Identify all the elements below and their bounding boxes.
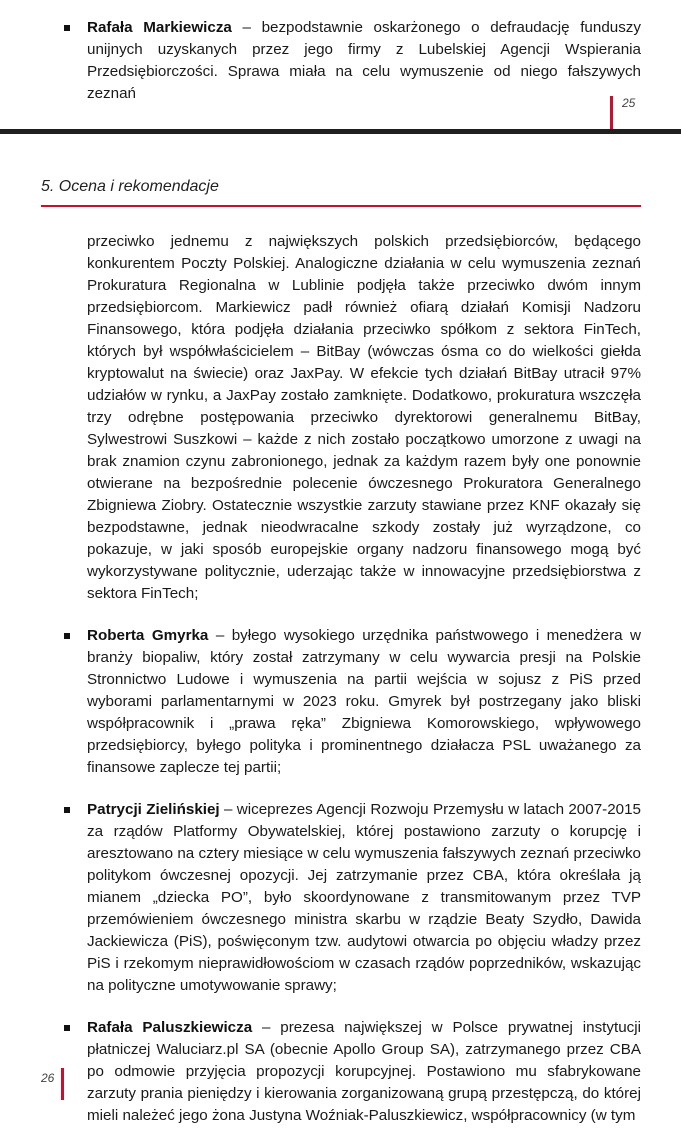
page-number: 25 xyxy=(622,96,636,110)
bullet-paragraph xyxy=(87,17,641,105)
square-bullet-icon xyxy=(64,1025,70,1031)
list-item xyxy=(64,625,641,779)
bullet-paragraph xyxy=(87,799,641,997)
person-name: Rafała Markiewicza xyxy=(87,19,232,36)
previous-page-fragment xyxy=(0,0,681,132)
list-item xyxy=(64,799,641,997)
bullet-paragraph xyxy=(87,1017,641,1127)
bullet-list xyxy=(64,625,641,1127)
person-name: Roberta Gmyrka xyxy=(87,627,209,644)
person-name: Patrycji Zielińskiej xyxy=(87,801,220,818)
page-number: 26 xyxy=(41,1071,55,1085)
bullet-text: – wiceprezes Agencji Rozwoju Przemysłu w latach 2007-2015 za rządów Platformy Obywatelskiej, której postawiono zarzuty o korupcję i aresztowano na cztery miesiące w celu wymuszenia fałszywych zeznań przeciwko politykom ówczesnej opozycji. Jej zatrzymanie przez CBA, która określała ją mianem „dziecka PO”, było skoordynowane z transmitowanym przez TVP przemówieniem ówczesnego ministra skarbu w rządzie Beaty Szydło, Dawida Jackiewicza (PiS), poświęconym tzw. audytowi otwarcia po objęciu władzy przez PiS i rzekomym nieprawidłowościom w czasach rządów poprzedników, wskazując na polityczne umotywowanie sprawy; xyxy=(87,801,641,994)
list-item xyxy=(64,1017,641,1127)
bullet-list xyxy=(64,17,641,105)
square-bullet-icon xyxy=(64,25,70,31)
continued-paragraph: przeciwko jednemu z największych polskich przedsiębiorców, będącego konkurentem Poczty Polskiej. Analogiczne działania w celu wymuszenia zeznań Prokuratura Regionalna w Lublinie podjęła także przeciwko dwóm innym przedsiębiorcom. Markiewicz padł również ofiarą działań Komisji Nadzoru Finansowego, która podjęła działania przeciwko spółkom z sektora FinTech, których był współwłaścicielem – BitBay (wówczas ósma co do wielkości giełda kryptowalut na świecie) oraz JaxPay. W efekcie tych działań BitBay utracił 97% udziałów w rynku, a JaxPay zostało zamknięte. Dodatkowo, prokuratura wszczęła trzy odrębne postępowania przeciwko dyrektorowi generalnemu BitBay, Sylwestrowi Suszkowi – każde z nich zostało początkowo umorzone z uwagi na brak znamion czynu zabronionego, jednak za każdym razem były one ponownie otwierane na bezpośrednie polecenie ówczesnego Prokuratora Generalnego Zbigniewa Ziobry. Ostatecznie wszystkie zarzuty stawiane przez KNF okazały się bezpodstawne, jednak nieodwracalne szkody zostały już wyrządzone, co pokazuje, w jaki sposób europejskie organy nadzoru finansowego mogą być wykorzystywane politycznie, uderzając także w innowacyjne przedsiębiorstwa z sektora FinTech; xyxy=(87,233,641,602)
square-bullet-icon xyxy=(64,633,70,639)
section-title: 5. Ocena i rekomendacje xyxy=(41,178,219,195)
main-content xyxy=(64,231,641,1147)
bullet-paragraph xyxy=(87,625,641,779)
list-item xyxy=(64,17,641,105)
page-number-accent-bar xyxy=(61,1068,64,1100)
section-underline xyxy=(41,205,641,207)
page-number-accent-bar xyxy=(610,96,613,129)
square-bullet-icon xyxy=(64,807,70,813)
bullet-text: – prezesa największej w Polsce prywatnej instytucji płatniczej Waluciarz.pl SA (obecnie Apollo Group SA), zatrzymanego przez CBA po odmowie przyjęcia propozycji korupcyjnej. Postawiono mu sfabrykowane zarzuty prania pieniędzy i kierowania zorganizowaną grupą przestępczą, do której mieli należeć jego żona Justyna Woźniak-Paluszkiewicz, współpracownicy (w tym xyxy=(87,1019,641,1124)
bullet-text: – bezpodstawnie oskarżonego o defraudację funduszy unijnych uzyskanych przez jego firmy z Lubelskiej Agencji Wspierania Przedsiębiorczości. Sprawa miała na celu wymuszenie od niego fałszywych zeznań xyxy=(87,19,641,102)
person-name: Rafała Paluszkiewicza xyxy=(87,1019,253,1036)
bullet-text: – byłego wysokiego urzędnika państwowego i menedżera w branży biopaliw, który został zatrzymany w celu wywarcia presji na Polskie Stronnictwo Ludowe i wymuszenia na partii wejścia w sojusz z PiS przed wyborami parlamentarnymi w 2023 roku. Gmyrek był postrzegany jako bliski współpracownik i „prawa ręka” Zbigniewa Komorowskiego, wpływowego przedsiębiorcy, byłego polityka i prominentnego działacza PSL uważanego za finansowe zaplecze tej partii; xyxy=(87,627,642,776)
page-divider xyxy=(0,129,681,134)
